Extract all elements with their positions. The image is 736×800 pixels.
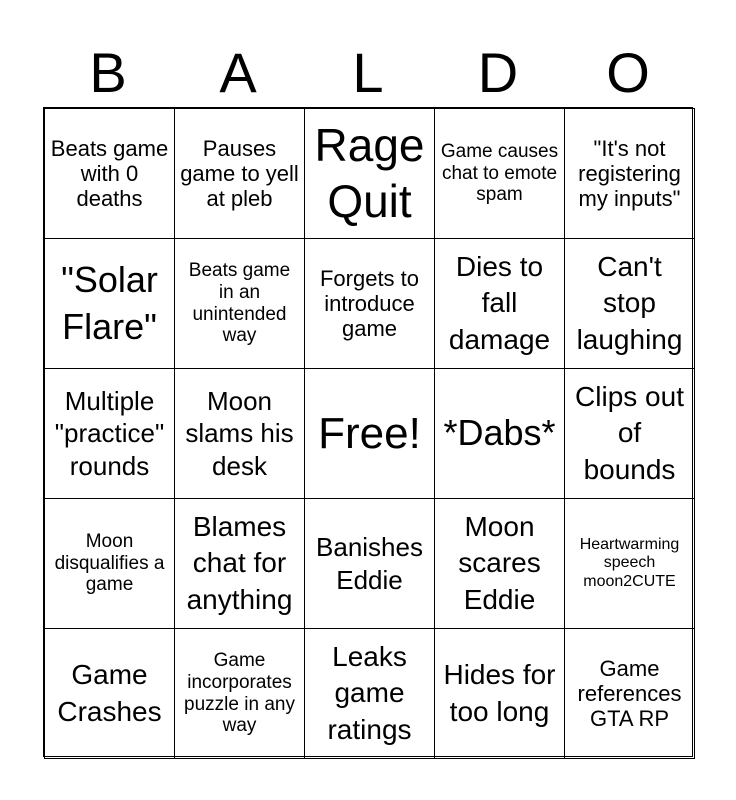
bingo-cell[interactable]: Game causes chat to emote spam: [434, 108, 565, 239]
bingo-cell[interactable]: Moon slams his desk: [174, 368, 305, 499]
bingo-cell[interactable]: Game references GTA RP: [564, 628, 695, 759]
bingo-cell[interactable]: Leaks game ratings: [304, 628, 435, 759]
bingo-cell[interactable]: Clips out of bounds: [564, 368, 695, 499]
header-letter-a: A: [219, 41, 257, 104]
header-letter-d: D: [477, 41, 519, 104]
bingo-cell[interactable]: Game incorporates puzzle in any way: [174, 628, 305, 759]
header-letter-o: O: [606, 41, 650, 104]
bingo-cell[interactable]: Forgets to introduce game: [304, 238, 435, 369]
bingo-cell[interactable]: Beats game in an unintended way: [174, 238, 305, 369]
bingo-board: [43, 107, 693, 757]
bingo-cell[interactable]: Beats game with 0 deaths: [44, 108, 175, 239]
bingo-cell[interactable]: Blames chat for anything: [174, 498, 305, 629]
bingo-cell[interactable]: "Solar Flare": [44, 238, 175, 369]
bingo-header: [43, 38, 693, 108]
bingo-cell[interactable]: Can't stop laughing: [564, 238, 695, 369]
bingo-cell[interactable]: Game Crashes: [44, 628, 175, 759]
bingo-cell[interactable]: Hides for too long: [434, 628, 565, 759]
bingo-cell[interactable]: Dies to fall damage: [434, 238, 565, 369]
bingo-cell[interactable]: Moon scares Eddie: [434, 498, 565, 629]
free-space-cell[interactable]: Free!: [304, 368, 435, 499]
bingo-cell[interactable]: Moon disqualifies a game: [44, 498, 175, 629]
bingo-cell[interactable]: "It's not registering my inputs": [564, 108, 695, 239]
header-letter-l: L: [352, 41, 384, 104]
bingo-cell[interactable]: Pauses game to yell at pleb: [174, 108, 305, 239]
bingo-cell[interactable]: Multiple "practice" rounds: [44, 368, 175, 499]
bingo-cell[interactable]: Heartwarming speech moon2CUTE: [564, 498, 695, 629]
bingo-cell[interactable]: Rage Quit: [304, 108, 435, 239]
bingo-cell[interactable]: *Dabs*: [434, 368, 565, 499]
bingo-cell[interactable]: Banishes Eddie: [304, 498, 435, 629]
header-letter-b: B: [89, 41, 127, 104]
